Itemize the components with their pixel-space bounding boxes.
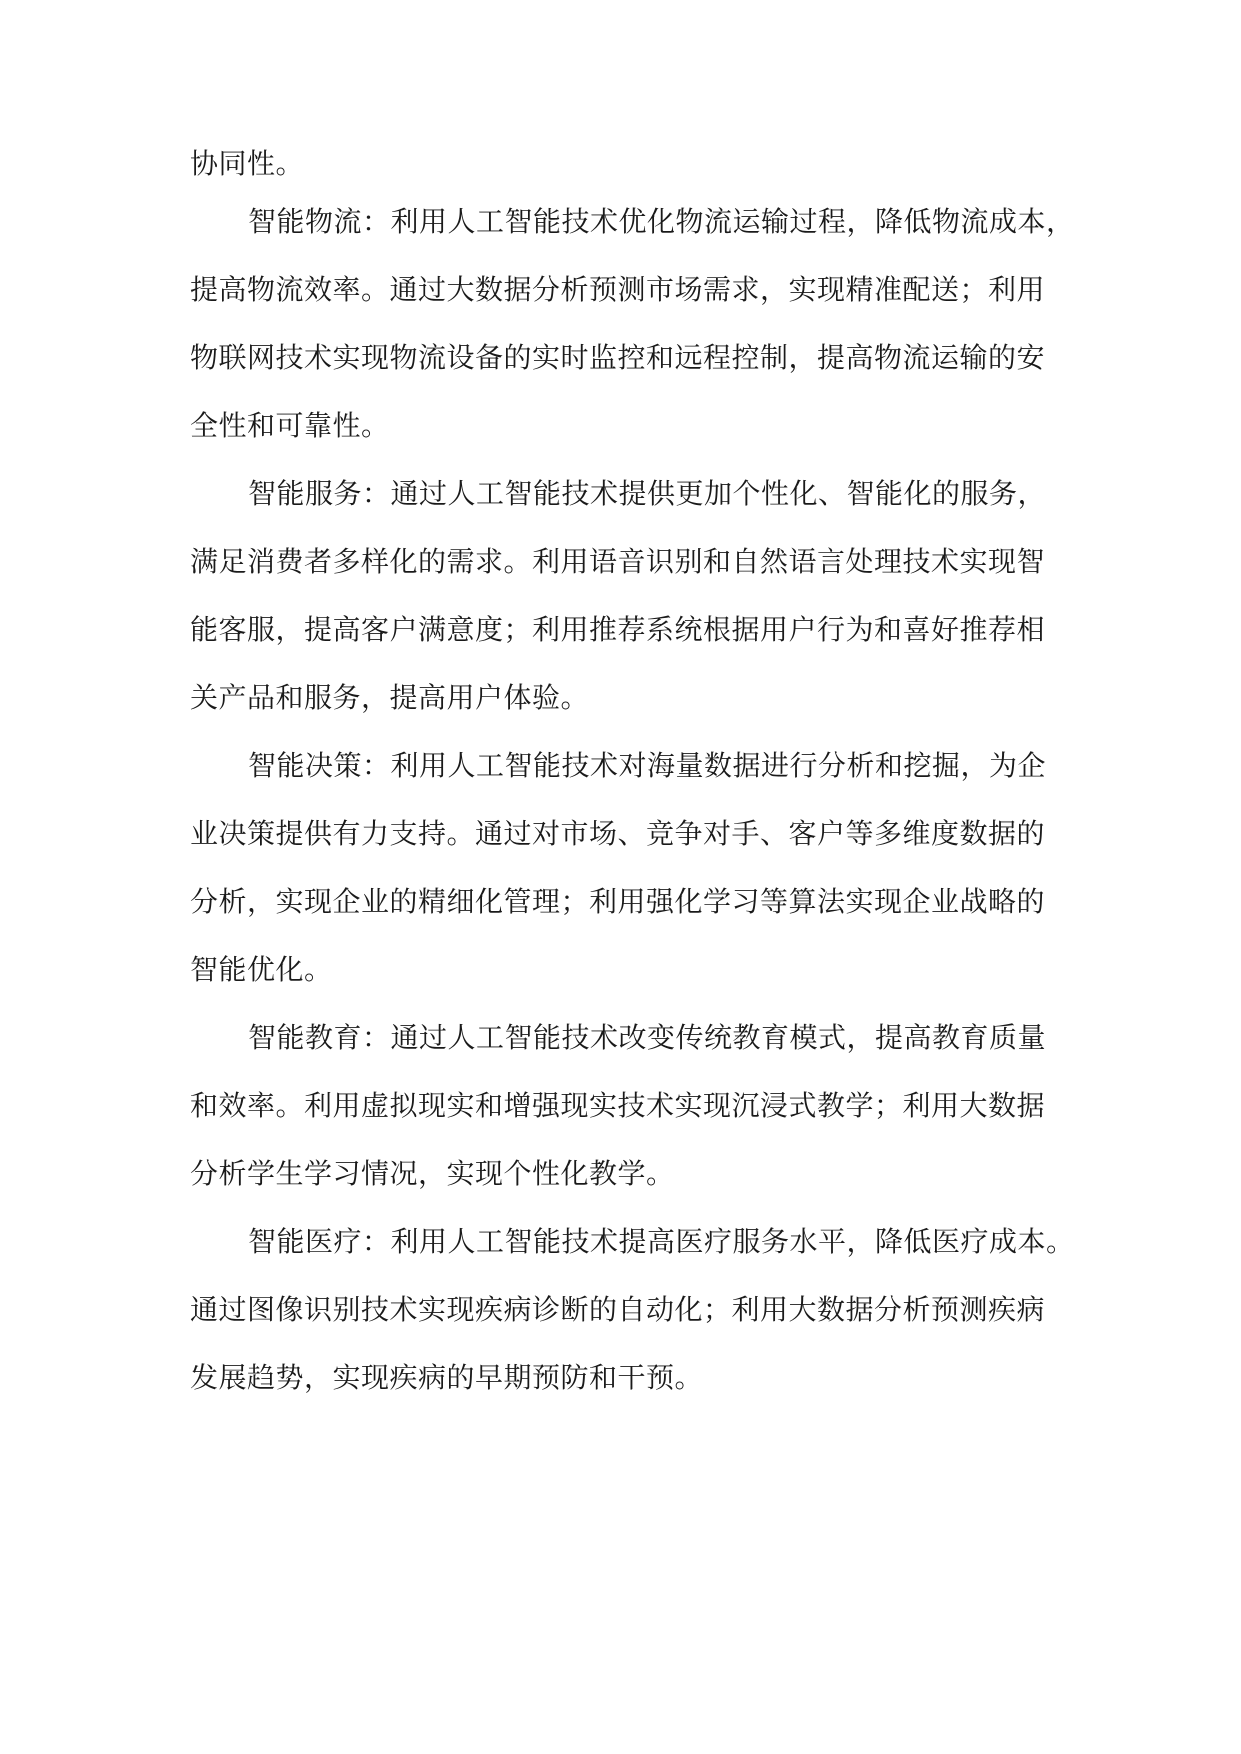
paragraph-smart-healthcare-line-2: 通过图像识别技术实现疾病诊断的自动化；利用大数据分析预测疾病 bbox=[190, 1293, 1046, 1326]
paragraph-smart-decision-line-1: 智能决策：利用人工智能技术对海量数据进行分析和挖掘，为企 bbox=[248, 749, 1047, 782]
paragraph-smart-healthcare-line-1: 智能医疗：利用人工智能技术提高医疗服务水平，降低医疗成本。 bbox=[248, 1225, 1075, 1258]
paragraph-smart-logistics-line-1: 智能物流：利用人工智能技术优化物流运输过程，降低物流成本， bbox=[248, 205, 1075, 238]
paragraph-smart-education-line-1: 智能教育：通过人工智能技术改变传统教育模式，提高教育质量 bbox=[248, 1021, 1047, 1054]
paragraph-smart-logistics-line-2: 提高物流效率。通过大数据分析预测市场需求，实现精准配送；利用 bbox=[190, 273, 1046, 306]
paragraph-smart-service-line-1: 智能服务：通过人工智能技术提供更加个性化、智能化的服务， bbox=[248, 477, 1047, 510]
paragraph-smart-service-line-4: 关产品和服务，提高用户体验。 bbox=[190, 681, 590, 714]
paragraph-smart-service-line-2: 满足消费者多样化的需求。利用语音识别和自然语言处理技术实现智 bbox=[190, 545, 1046, 578]
paragraph-smart-healthcare-line-3: 发展趋势，实现疾病的早期预防和干预。 bbox=[190, 1361, 704, 1394]
paragraph-smart-logistics-line-4: 全性和可靠性。 bbox=[190, 409, 390, 442]
text-line-continuation: 协同性。 bbox=[190, 147, 305, 180]
paragraph-smart-logistics-line-3: 物联网技术实现物流设备的实时监控和远程控制，提高物流运输的安 bbox=[190, 341, 1046, 374]
paragraph-smart-decision-line-3: 分析，实现企业的精细化管理；利用强化学习等算法实现企业战略的 bbox=[190, 885, 1046, 918]
paragraph-smart-decision-line-2: 业决策提供有力支持。通过对市场、竞争对手、客户等多维度数据的 bbox=[190, 817, 1046, 850]
paragraph-smart-education-line-2: 和效率。利用虚拟现实和增强现实技术实现沉浸式教学；利用大数据 bbox=[190, 1089, 1046, 1122]
paragraph-smart-education-line-3: 分析学生学习情况，实现个性化教学。 bbox=[190, 1157, 675, 1190]
paragraph-smart-service-line-3: 能客服，提高客户满意度；利用推荐系统根据用户行为和喜好推荐相 bbox=[190, 613, 1046, 646]
paragraph-smart-decision-line-4: 智能优化。 bbox=[190, 953, 333, 986]
